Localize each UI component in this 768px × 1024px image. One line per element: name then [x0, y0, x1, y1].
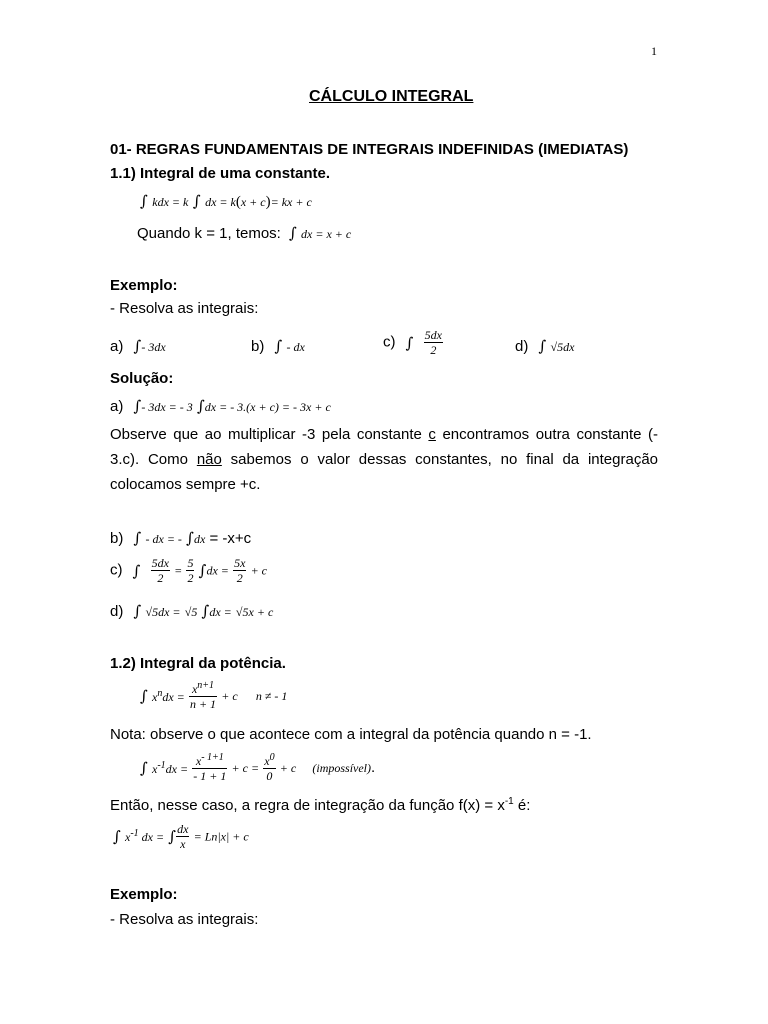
power-note: Nota: observe o que acontece com a integral da potência quando n = -1.: [110, 726, 592, 743]
subsection-heading: 1.1) Integral de uma constante.: [110, 165, 331, 182]
observation-line-2: 3.c). Como não sabemos o valor dessas constantes, no final da integração: [110, 451, 659, 468]
constant-rule-formula: ∫ kdx = k ∫ dx = k(x + c)= kx + c: [140, 192, 312, 210]
page-title: CÁLCULO INTEGRAL: [309, 88, 474, 105]
observation-line-3: colocamos sempre +c.: [110, 476, 261, 493]
solution-d: d) ∫ √5dx = √5 ∫dx = √5x + c: [110, 602, 274, 620]
exercise-b: b) ∫ - dx: [251, 337, 305, 355]
solution-a: a) ∫- 3dx = - 3 ∫dx = - 3.(x + c) = - 3x + c: [110, 397, 331, 415]
log-rule-formula: ∫ $x^{-1}$ dx = ∫ $\frac{dx}{x}$ = Ln|x| + c: [113, 822, 249, 851]
example-instruction: - Resolva as integrais:: [110, 300, 259, 317]
then-text: Então, nesse caso, a regra de integração da função $f(x) = x^{-1}$ é:: [110, 796, 531, 814]
solution-c: c) ∫ $\frac{5dx}{2}$ = $\frac{5}{2}$ ∫dx = $\frac{5x}{2}$ + c: [110, 556, 267, 585]
solution-b: b) ∫ - dx = - ∫dx = -x+c: [110, 529, 252, 547]
section-title: 01- REGRAS FUNDAMENTAIS DE INTEGRAIS INDEFINIDAS (IMEDIATAS): [110, 141, 629, 158]
constant-rule-note: Quando k = 1, temos: ∫ dx = x + c: [137, 224, 352, 242]
exercise-c: c) ∫ $\frac{5dx}{2}$: [383, 328, 442, 357]
exercise-d: d) ∫ √5dx: [515, 337, 575, 355]
example-instruction-2: - Resolva as integrais:: [110, 911, 259, 928]
observation-line-1: Observe que ao multiplicar -3 pela constante c encontramos outra constante (-: [110, 426, 659, 443]
subsection-heading-power: 1.2) Integral da potência.: [110, 655, 286, 672]
example-heading-2: Exemplo:: [110, 886, 178, 903]
solution-heading: Solução:: [110, 370, 174, 387]
example-heading: Exemplo:: [110, 277, 178, 294]
exercise-a: a) ∫- 3dx: [110, 337, 166, 355]
power-rule-formula: ∫ $x^ndx$ = $\frac{x^{n+1}}{n + 1}$ + c n ≠ - 1: [140, 680, 288, 711]
page-number: 1: [651, 44, 657, 58]
power-note-formula: ∫ $x^{-1}dx$ = $\frac{x^{- 1+1}}{- 1 + 1}$ + c = $\frac{x^0}{0}$ + c (impossível).: [140, 752, 376, 783]
